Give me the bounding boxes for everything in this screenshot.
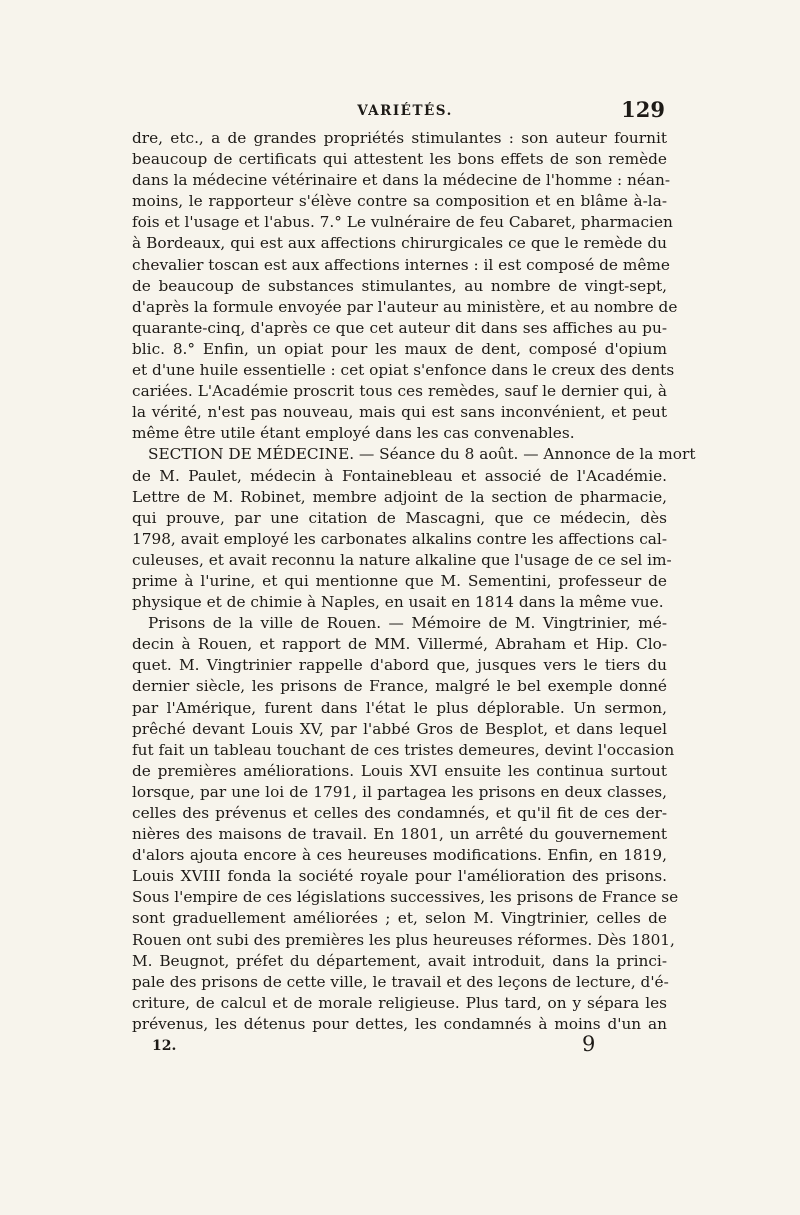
text-line: fut fait un tableau touchant de ces tristes demeures, devint l'occasion: [132, 740, 675, 759]
text-line: et d'une huile essentielle : cet opiat s'enfonce dans le creux des dents: [132, 361, 675, 380]
text-line: de premières améliorations. Louis XVI ensuite les continua surtout: [132, 761, 667, 780]
text-line: decin à Rouen, et rapport de MM. Villermé, Abraham et Hip. Clo-: [132, 635, 667, 654]
running-head: [145, 97, 665, 127]
text-line: dernier siècle, les prisons de France, malgré le bel exemple donné: [132, 677, 667, 696]
text-line: par l'Amérique, furent dans l'état le plus déplorable. Un sermon,: [132, 698, 667, 717]
text-line: même être utile étant employé dans les cas convenables.: [132, 424, 575, 443]
text-line: nières des maisons de travail. En 1801, un arrêté du gouvernement: [132, 825, 667, 844]
folio-number: 9: [582, 1032, 596, 1056]
text-line: M. Beugnot, préfet du département, avait introduit, dans la princi-: [132, 951, 667, 970]
page-number: 129: [621, 97, 665, 122]
text-line: qui prouve, par une citation de Mascagni, que ce médecin, dès: [132, 508, 667, 527]
text-line: quet. M. Vingtrinier rappelle d'abord que, jusques vers le tiers du: [132, 656, 667, 675]
signature-mark: 12.: [152, 1038, 177, 1054]
text-line: criture, de calcul et de morale religieuse. Plus tard, on y sépara les: [132, 993, 667, 1012]
text-line: prêché devant Louis XV, par l'abbé Gros de Besplot, et dans lequel: [132, 719, 667, 738]
text-line: à Bordeaux, qui est aux affections chirurgicales ce que le remède du: [132, 234, 667, 253]
text-line: de beaucoup de substances stimulantes, au nombre de vingt-sept,: [132, 276, 667, 295]
text-line: fois et l'usage et l'abus. 7.° Le vulnéraire de feu Cabaret, pharmacien: [132, 213, 673, 232]
text-line: d'après la formule envoyée par l'auteur au ministère, et au nombre de: [132, 297, 678, 316]
text-line: lorsque, par une loi de 1791, il partagea les prisons en deux classes,: [132, 782, 667, 801]
text-line: d'alors ajouta encore à ces heureuses modifications. Enfin, en 1819,: [132, 846, 667, 865]
body-text: [132, 128, 696, 1035]
text-line: blic. 8.° Enfin, un opiat pour les maux de dent, composé d'opium: [132, 339, 667, 358]
text-line: Sous l'empire de ces législations successives, les prisons de France se: [132, 888, 679, 907]
text-line: culeuses, et avait reconnu la nature alkaline que l'usage de ce sel im-: [132, 550, 672, 569]
running-title: VARIÉTÉS.: [357, 103, 453, 119]
text-line: dans la médecine vétérinaire et dans la médecine de l'homme : néan-: [132, 171, 671, 190]
text-line: chevalier toscan est aux affections internes : il est composé de même: [132, 255, 670, 274]
text-line: Rouen ont subi des premières les plus heureuses réformes. Dès 1801,: [132, 930, 675, 949]
text-line: beaucoup de certificats qui attestent les bons effets de son remède: [132, 150, 667, 169]
text-line: moins, le rapporteur s'élève contre sa composition et en blâme à-la-: [132, 192, 667, 211]
text-line: Lettre de M. Robinet, membre adjoint de la section de pharmacie,: [132, 487, 667, 506]
text-line: dre, etc., a de grandes propriétés stimulantes : son auteur fournit: [132, 129, 667, 147]
text-line: cariées. L'Académie proscrit tous ces remèdes, sauf le dernier qui, à: [132, 382, 667, 401]
page-footer: [152, 1032, 602, 1062]
text-line: la vérité, n'est pas nouveau, mais qui est sans inconvénient, et peut: [132, 403, 667, 422]
text-line: prime à l'urine, et qui mentionne que M. Sementini, professeur de: [132, 571, 667, 590]
text-line: Louis XVIII fonda la société royale pour l'amélioration des prisons.: [132, 867, 667, 886]
text-line: pale des prisons de cette ville, le travail et des leçons de lecture, d'é-: [132, 972, 669, 991]
text-line: 1798, avait employé les carbonates alkalins contre les affections cal-: [132, 529, 667, 548]
text-line: celles des prévenus et celles des condamnés, et qu'il fit de ces der-: [132, 804, 667, 822]
text-line: sont graduellement améliorées ; et, selon M. Vingtrinier, celles de: [132, 909, 667, 928]
text-line: de M. Paulet, médecin à Fontainebleau et associé de l'Académie.: [132, 466, 667, 485]
section-heading-line: Prisons de la ville de Rouen. — Mémoire de M. Vingtrinier, mé-: [148, 614, 667, 633]
text-line: physique et de chimie à Naples, en usait en 1814 dans la même vue.: [132, 593, 664, 612]
text-line: prévenus, les détenus pour dettes, les condamnés à moins d'un an: [132, 1014, 667, 1033]
text-line: quarante-cinq, d'après ce que cet auteur dit dans ses affiches au pu-: [132, 318, 667, 337]
section-heading-line: SECTION DE MÉDECINE. — Séance du 8 août. — Annonce de la mort: [148, 445, 696, 464]
